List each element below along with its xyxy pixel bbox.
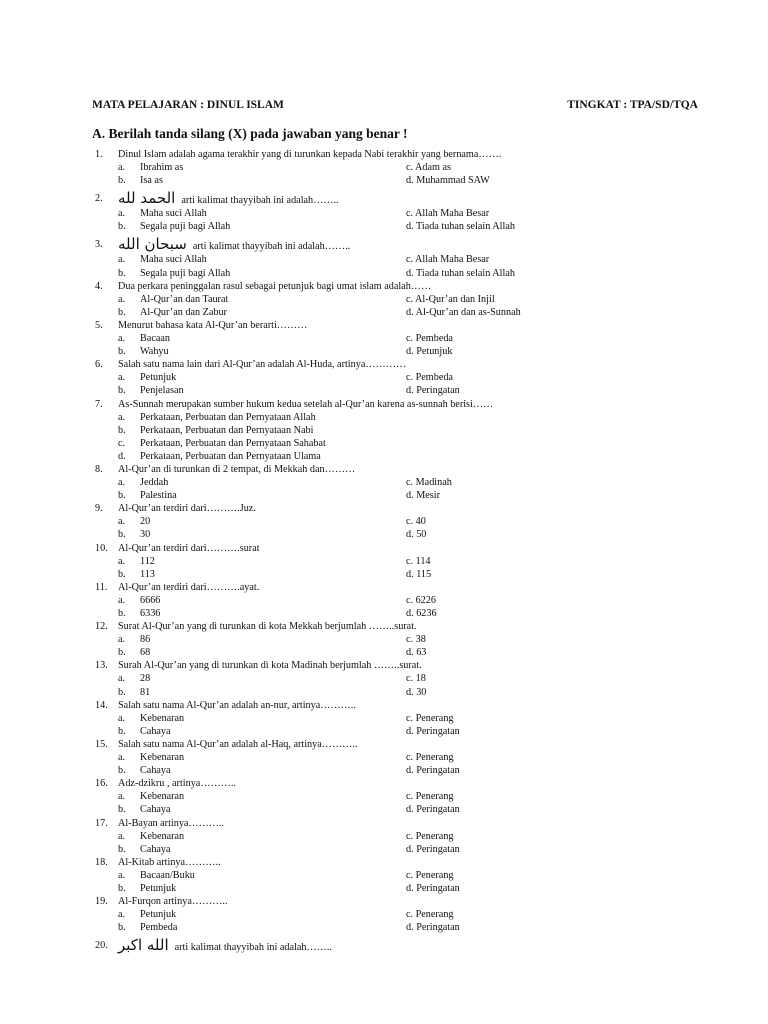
question-text (118, 659, 422, 672)
option-text: 81 (140, 686, 151, 698)
arabic-phrase: الله اكبر (118, 936, 169, 955)
option-row (0, 515, 768, 528)
option-row (0, 633, 768, 646)
option-text: Segala puji bagi Allah (140, 267, 231, 279)
question-item (0, 620, 768, 659)
option-letter: d. (118, 450, 126, 462)
option-letter: b. (118, 529, 126, 541)
option-text: 30 (140, 529, 151, 541)
question-item (0, 738, 768, 777)
option-letter: b. (118, 306, 126, 318)
question-item (0, 934, 768, 954)
option-text: Kebenaran (140, 712, 185, 724)
option-right: d. Mesir (406, 490, 440, 502)
question-prompt: Dua perkara peninggalan rasul sebagai petunjuk bagi umat islam adalah…… (118, 280, 432, 292)
section-title: A. Berilah tanda silang (X) pada jawaban yang benar ! (92, 126, 408, 141)
option-right: d. Peringatan (406, 804, 460, 816)
question-number: 6. (95, 359, 103, 371)
question-prompt: Al-Furqon artinya……….. (118, 896, 228, 908)
option-row (0, 607, 768, 620)
question-number: 12. (95, 621, 108, 633)
option-right: d. Tiada tuhan selain Allah (406, 221, 515, 233)
question-number: 4. (95, 280, 103, 292)
option-text: 6336 (140, 608, 161, 619)
option-row (0, 437, 768, 450)
question-row (0, 581, 768, 594)
option-right: c. 18 (406, 673, 426, 685)
question-item (0, 817, 768, 856)
option-letter: a. (118, 791, 126, 803)
option-letter: a. (118, 162, 126, 174)
option-text: Wahyu (140, 346, 169, 358)
question-item (0, 777, 768, 816)
option-text: 28 (140, 673, 151, 685)
option-right: c. Penerang (406, 791, 454, 803)
question-text (118, 358, 406, 371)
option-letter: b. (118, 608, 126, 619)
option-text: Perkataan, Perbuatan dan Pernyataan Sahabat (140, 437, 326, 449)
option-row (0, 332, 768, 345)
question-prompt: Al-Qur’an terdiri dari……….Juz. (118, 503, 256, 515)
option-row (0, 921, 768, 934)
option-letter: a. (118, 555, 126, 567)
question-item (0, 233, 768, 279)
option-row (0, 869, 768, 882)
option-right: c. Adam as (406, 162, 451, 174)
question-item (0, 581, 768, 620)
question-row (0, 895, 768, 908)
question-item (0, 280, 768, 319)
option-letter: b. (118, 765, 126, 777)
question-number: 16. (95, 778, 108, 790)
option-text: 20 (140, 516, 151, 528)
question-row (0, 542, 768, 555)
option-letter: b. (118, 922, 126, 934)
option-right: c. Pembeda (406, 333, 453, 345)
option-right: d. Peringatan (406, 922, 460, 934)
option-row (0, 489, 768, 502)
question-row (0, 738, 768, 751)
option-right: c. Penerang (406, 830, 454, 842)
option-text: Kebenaran (140, 791, 185, 803)
option-letter: a. (118, 830, 126, 842)
option-text: 6666 (140, 594, 161, 606)
option-right: d. Peringatan (406, 765, 460, 777)
option-text: Cahaya (140, 765, 171, 777)
question-prompt: Al-Qur’an di turunkan di 2 tempat, di Mekkah dan……… (118, 463, 356, 475)
question-prompt: Al-Qur’an terdiri dari……….ayat. (118, 581, 260, 593)
question-text (118, 189, 339, 208)
option-right: c. Penerang (406, 909, 454, 921)
question-item (0, 502, 768, 541)
question-prompt: Surah Al-Qur’an yang di turunkan di kota Madinah berjumlah ……..surat. (118, 660, 422, 672)
question-text (118, 502, 256, 515)
question-text (118, 777, 236, 790)
question-text (118, 856, 221, 869)
option-letter: b. (118, 424, 126, 436)
option-letter: b. (118, 267, 126, 279)
question-item (0, 319, 768, 358)
option-row (0, 568, 768, 581)
option-right: c. Penerang (406, 869, 454, 881)
question-prompt: arti kalimat thayyibah ini adalah…….. (181, 195, 339, 207)
option-letter: b. (118, 385, 126, 397)
question-text (118, 463, 355, 476)
question-number: 15. (95, 738, 108, 750)
option-right: c. 38 (406, 634, 426, 646)
option-text: Ibrahim as (140, 162, 184, 174)
question-number: 2. (95, 193, 103, 205)
option-text: 68 (140, 647, 151, 659)
option-text: Bacaan/Buku (140, 869, 195, 881)
option-text: Cahaya (140, 804, 171, 816)
question-list (0, 148, 768, 954)
option-right: c. Madinah (406, 477, 452, 489)
option-row (0, 161, 768, 174)
option-row (0, 830, 768, 843)
question-number: 8. (95, 463, 103, 475)
subject-label: MATA PELAJARAN : DINUL ISLAM (92, 99, 284, 111)
arabic-phrase: سبحان الله (118, 235, 187, 254)
question-prompt: arti kalimat thayyibah ini adalah…….. (192, 241, 351, 253)
question-item (0, 148, 768, 187)
question-row (0, 358, 768, 371)
question-row (0, 817, 768, 830)
option-letter: a. (118, 333, 126, 345)
option-right: c. 114 (406, 555, 431, 567)
question-row (0, 280, 768, 293)
option-right: c. Allah Maha Besar (406, 254, 490, 266)
question-prompt: Adz-dzikru , artinya……….. (118, 778, 236, 790)
option-text: Maha suci Allah (140, 254, 207, 266)
option-right: d. 63 (406, 647, 427, 659)
question-row (0, 319, 768, 332)
question-row (0, 934, 768, 954)
option-letter: a. (118, 752, 126, 764)
option-letter: a. (118, 372, 126, 384)
option-row (0, 267, 768, 280)
option-text: Al-Qur’an dan Taurat (140, 293, 229, 305)
question-item (0, 895, 768, 934)
question-item (0, 542, 768, 581)
option-row (0, 174, 768, 187)
option-letter: b. (118, 490, 126, 502)
question-prompt: Surat Al-Qur’an yang di turunkan di kota Mekkah berjumlah ……..surat. (118, 621, 417, 633)
question-number: 5. (95, 319, 103, 331)
option-row (0, 686, 768, 699)
question-item (0, 398, 768, 463)
option-row (0, 384, 768, 397)
question-item (0, 463, 768, 502)
option-letter: b. (118, 882, 126, 894)
question-text (118, 581, 259, 594)
option-row (0, 646, 768, 659)
option-row (0, 306, 768, 319)
question-number: 17. (95, 817, 108, 829)
option-letter: b. (118, 647, 126, 659)
option-right: d. Al-Qur’an dan as-Sunnah (406, 306, 521, 318)
question-number: 13. (95, 660, 108, 672)
question-number: 18. (95, 856, 108, 868)
question-number: 14. (95, 699, 108, 711)
arabic-phrase: الحمد لله (118, 189, 176, 208)
option-right: d. 115 (406, 568, 432, 580)
option-row (0, 751, 768, 764)
option-right: d. Peringatan (406, 725, 460, 737)
option-text: 112 (140, 555, 155, 567)
option-letter: b. (118, 175, 126, 187)
option-row (0, 594, 768, 607)
question-item (0, 856, 768, 895)
option-letter: a. (118, 477, 126, 489)
question-text (118, 398, 493, 411)
option-text: Perkataan, Perbuatan dan Pernyataan Nabi (140, 424, 314, 436)
option-right: c. Penerang (406, 752, 454, 764)
option-text: Maha suci Allah (140, 208, 207, 220)
option-letter: a. (118, 594, 126, 606)
question-prompt: Menurut bahasa kata Al-Qur’an berarti……… (118, 319, 308, 331)
option-letter: a. (118, 293, 126, 305)
option-letter: b. (118, 843, 126, 855)
question-number: 3. (95, 239, 103, 251)
option-letter: a. (118, 909, 126, 921)
question-text (118, 738, 357, 751)
option-text: 86 (140, 634, 151, 646)
question-row (0, 233, 768, 253)
option-letter: a. (118, 869, 126, 881)
option-text: Cahaya (140, 843, 171, 855)
option-row (0, 672, 768, 685)
option-text: Jeddah (140, 477, 169, 489)
question-text (118, 280, 431, 293)
question-item (0, 187, 768, 233)
question-text (118, 148, 501, 161)
option-row (0, 725, 768, 738)
question-number: 20. (95, 940, 108, 952)
option-letter: a. (118, 411, 126, 423)
question-prompt: Salah satu nama Al-Qur’an adalah an-nur, artinya……….. (118, 699, 356, 711)
question-item (0, 358, 768, 397)
option-right: d. Peringatan (406, 843, 460, 855)
option-letter: a. (118, 673, 126, 685)
option-right: d. Peringatan (406, 385, 460, 397)
option-right: c. Penerang (406, 712, 454, 724)
option-right: d. Peringatan (406, 882, 460, 894)
question-prompt: arti kalimat thayyibah ini adalah…….. (174, 942, 332, 954)
question-text (118, 817, 224, 830)
option-letter: b. (118, 346, 126, 358)
option-row (0, 528, 768, 541)
option-right: d. Petunjuk (406, 346, 453, 358)
question-row (0, 699, 768, 712)
option-row (0, 220, 768, 233)
question-number: 11. (95, 581, 108, 593)
option-text: Segala puji bagi Allah (140, 221, 231, 233)
question-row (0, 856, 768, 869)
question-text (118, 895, 228, 908)
question-prompt: As-Sunnah merupakan sumber hukum kedua setelah al-Qur’an karena as-sunnah berisi…… (118, 398, 494, 410)
option-row (0, 450, 768, 463)
question-text (118, 699, 356, 712)
option-text: Palestina (140, 490, 177, 502)
option-right: c. 6226 (406, 594, 436, 606)
option-letter: a. (118, 254, 126, 266)
option-text: Petunjuk (140, 372, 177, 384)
question-text (118, 936, 332, 955)
option-row (0, 790, 768, 803)
question-row (0, 463, 768, 476)
question-row (0, 777, 768, 790)
question-text (118, 319, 307, 332)
option-right: d. 50 (406, 529, 427, 541)
option-row (0, 882, 768, 895)
option-row (0, 803, 768, 816)
option-row (0, 371, 768, 384)
question-item (0, 699, 768, 738)
question-prompt: Al-Bayan artinya……….. (118, 817, 225, 829)
option-right: d. Tiada tuhan selain Allah (406, 267, 515, 279)
option-row (0, 843, 768, 856)
option-row (0, 207, 768, 220)
option-text: Penjelasan (140, 385, 184, 397)
option-text: Petunjuk (140, 882, 177, 894)
question-text (118, 542, 260, 555)
question-number: 7. (95, 398, 103, 410)
option-letter: a. (118, 712, 126, 724)
option-text: Petunjuk (140, 909, 177, 921)
question-prompt: Salah satu nama Al-Qur’an adalah al-Haq, artinya……….. (118, 738, 358, 750)
question-prompt: Salah satu nama lain dari Al-Qur’an adalah Al-Huda, artinya………… (118, 359, 407, 371)
option-text: Pembeda (140, 922, 178, 934)
question-number: 1. (95, 149, 103, 160)
option-letter: b. (118, 568, 126, 580)
option-row (0, 555, 768, 568)
question-item (0, 659, 768, 698)
option-right: d. 30 (406, 686, 427, 698)
option-row (0, 712, 768, 725)
option-right: c. Pembeda (406, 372, 453, 384)
question-prompt: Al-Kitab artinya……….. (118, 856, 221, 868)
option-row (0, 253, 768, 266)
option-row (0, 293, 768, 306)
option-text: Bacaan (140, 333, 170, 345)
header (92, 99, 698, 115)
option-letter: a. (118, 634, 126, 646)
question-row (0, 659, 768, 672)
option-letter: a. (118, 208, 126, 220)
question-prompt: Al-Qur’an terdiri dari……….surat (118, 542, 260, 554)
question-prompt: Dinul Islam adalah agama terakhir yang di turunkan kepada Nabi terakhir yang bernama……. (118, 149, 502, 160)
option-letter: b. (118, 804, 126, 816)
question-row (0, 398, 768, 411)
option-text: 113 (140, 568, 155, 580)
option-row (0, 908, 768, 921)
question-row (0, 620, 768, 633)
question-number: 19. (95, 896, 108, 908)
option-text: Cahaya (140, 725, 171, 737)
question-text (118, 620, 417, 633)
question-number: 9. (95, 503, 103, 515)
option-right: c. Al-Qur’an dan Injil (406, 293, 495, 305)
option-letter: a. (118, 516, 126, 528)
option-letter: c. (118, 437, 126, 449)
option-row (0, 411, 768, 424)
option-letter: b. (118, 221, 126, 233)
option-row (0, 345, 768, 358)
option-row (0, 424, 768, 437)
option-right: d. Muhammad SAW (406, 175, 490, 187)
option-text: Perkataan, Perbuatan dan Pernyataan Ulama (140, 450, 321, 462)
option-text: Perkataan, Perbuatan dan Pernyataan Allah (140, 411, 316, 423)
option-text: Kebenaran (140, 752, 185, 764)
option-text: Al-Qur’an dan Zabur (140, 306, 227, 318)
question-row (0, 187, 768, 207)
option-letter: b. (118, 725, 126, 737)
question-row (0, 148, 768, 161)
option-row (0, 764, 768, 777)
option-text: Kebenaran (140, 830, 185, 842)
option-row (0, 476, 768, 489)
option-right: c. Allah Maha Besar (406, 208, 490, 220)
option-text: Isa as (140, 175, 163, 187)
option-right: d. 6236 (406, 608, 437, 619)
question-text (118, 235, 351, 254)
option-letter: b. (118, 686, 126, 698)
level-label: TINGKAT : TPA/SD/TQA (567, 99, 698, 111)
question-number: 10. (95, 542, 108, 554)
option-right: c. 40 (406, 516, 426, 528)
question-row (0, 502, 768, 515)
